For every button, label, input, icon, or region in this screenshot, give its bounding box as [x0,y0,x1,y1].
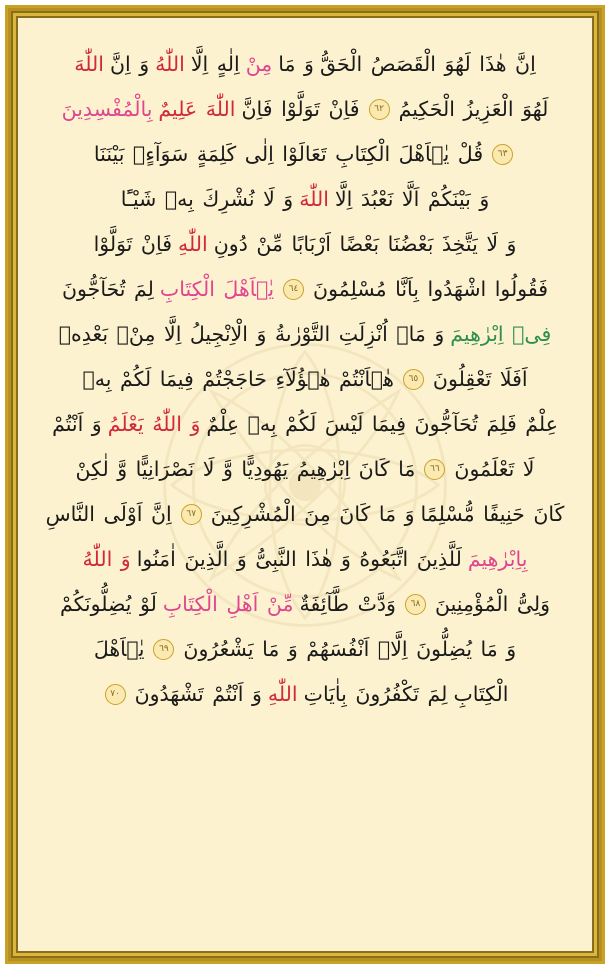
quran-text-segment: وَ مَا [278,52,314,77]
quran-text-segment: بِاِبْرٰهِيمَ [467,547,528,572]
quran-text-segment: اَفَلَا تَعْقِلُونَ [432,367,528,392]
quran-text-segment: اِنَّ هٰذَا لَهُوَ الْقَصَصُ الْحَقُّ [319,52,536,77]
quran-text-segment: وَ بَيْنَكُمْ اَلَّا نَعْبُدَ اِلَّا [334,187,490,212]
quran-text-segment: لَلَّذِينَ اتَّبَعُوهُ وَ هٰذَا النَّبِىُّ وَ الَّذِينَ اٰمَنُوا [136,547,462,572]
quran-text-segment: اللّٰهِ [178,232,208,257]
quran-line [40,627,570,672]
quran-text-segment: اللّٰهَ [74,52,104,77]
quran-line [40,537,570,582]
ayah-number-marker: ٦٧ [181,504,202,525]
quran-text-segment: لَا تَعْلَمُونَ [454,457,535,482]
quran-text-segment: يٰۤاَهْلَ [93,637,145,662]
quran-text-segment: وَ لَا يَتَّخِذَ بَعْضُنَا بَعْضًا اَرْبَابًا مِّنْ دُونِ [213,232,517,257]
quran-text-segment: وَ اَنْتُمْ تَشْهَدُونَ [134,682,262,707]
quran-text-segment: يٰۤاَهْلَ الْكِتَابِ [159,277,275,302]
quran-text-segment: فِىۡ اِبْرٰهِيمَ [450,322,552,347]
quran-text-segment: وَ اِنَّ [109,52,150,77]
quran-line [40,402,570,447]
quran-text-segment: وَ مَاۤ اُنْزِلَتِ التَّوْرٰىةُ وَ الْاِنْجِيلُ اِلَّا مِنْۢ بَعْدِهٖ [58,322,445,347]
ayah-number-marker: ٦٤ [283,279,304,300]
quran-text-segment: مِّنْ اَهْلِ الْكِتَابِ [162,592,294,617]
quran-text-segment: وَ مَا يُضِلُّونَ اِلَّاۤ اَنْفُسَهُمْ وَ مَا يَشْعُرُونَ [183,637,517,662]
ayah-number-marker: ٦٨ [405,594,426,615]
quran-text-segment: وَدَّتْ طَّآئِفَةٌ [299,592,396,617]
quran-text-segment: اِلٰهٍ اِلَّا [190,52,240,77]
page-content-area [16,16,594,953]
quran-text-segment: اللّٰهَ عَلِيمٌ [158,97,236,122]
ayah-number-marker: ٦٢ [369,99,390,120]
ayah-number-marker: ٦٥ [403,369,424,390]
quran-text-segment: فَقُولُوا اشْهَدُوا بِاَنَّا مُسْلِمُونَ [313,277,549,302]
quran-text-segment: لِمَ تَكْفُرُونَ بِاٰيَاتِ [303,682,448,707]
quran-line [40,672,570,717]
quran-text-segment: وَ اللّٰهُ يَعْلَمُ [107,412,201,437]
quran-text-segment: قُلْ يٰۤاَهْلَ الْكِتَابِ تَعَالَوْا اِلٰى كَلِمَةٍ سَوَآءٍۭ بَيْنَنَا [93,142,484,167]
quran-text-segment: مَا كَانَ اِبْرٰهِيمُ يَهُودِيًّا وَّ لَا نَصْرَانِيًّا وَّ لٰكِنْ [75,457,416,482]
quran-text-segment: اللّٰهَ [299,187,329,212]
quran-text-segment: وَ اَنْتُمْ [52,412,102,437]
quran-text-segment: لِمَ تُحَآجُّونَ [62,277,154,302]
quran-text-segment: وَ لَا نُشْرِكَ بِهٖ شَيْـًٔا [120,187,294,212]
quran-line [40,132,570,177]
quran-line [40,267,570,312]
ayah-number-marker: ٦٦ [424,459,445,480]
quran-text-segment: كَانَ حَنِيفًا مُّسْلِمًا [420,502,565,527]
quran-text-segment: هٰۤاَنْتُمْ هٰۤؤُلَآءِ حَاجَجْتُمْ فِيمَا لَكُمْ بِهٖ [82,367,394,392]
ayah-number-marker: ٦٩ [153,639,174,660]
quran-text-segment: فَاِنْ تَوَلَّوْا فَاِنَّ [241,97,360,122]
quran-text-segment: اللّٰهِ [267,682,298,707]
quran-text-segment: الْكِتَابِ [453,682,509,707]
quran-line [40,222,570,267]
quran-line [40,492,570,537]
quran-line [40,357,570,402]
quran-line [40,312,570,357]
quran-line [40,42,570,87]
quran-text-segment: لَوْ يُضِلُّونَكُمْ [59,592,157,617]
ayah-number-marker: ٧٠ [105,684,126,705]
quran-text-segment: عِلْمٌ فَلِمَ تُحَآجُّونَ فِيمَا لَيْسَ لَكُمْ بِهٖ عِلْمٌ [206,412,558,437]
quran-text-segment: بِالْمُفْسِدِينَ [61,97,153,122]
quran-text-segment: لَهُوَ الْعَزِيزُ الْحَكِيمُ [398,97,549,122]
quran-text-segment: مِنْ [245,52,273,77]
quran-text-segment: وَ مَا كَانَ مِنَ الْمُشْرِكِينَ [210,502,415,527]
quran-text-segment: وَلِىُّ الْمُؤْمِنِينَ [434,592,551,617]
quran-line [40,177,570,222]
quran-line [40,87,570,132]
quran-line [40,447,570,492]
quran-text-segment: وَ اللّٰهُ [82,547,131,572]
quran-line [40,582,570,627]
quran-text-segment: فَاِنْ تَوَلَّوْا [93,232,173,257]
ayah-number-marker: ٦٣ [492,144,513,165]
quran-text-body [18,18,592,951]
quran-text-segment: اللّٰهُ [155,52,185,77]
quran-text-segment: اِنَّ اَوْلَى النَّاسِ [45,502,172,527]
